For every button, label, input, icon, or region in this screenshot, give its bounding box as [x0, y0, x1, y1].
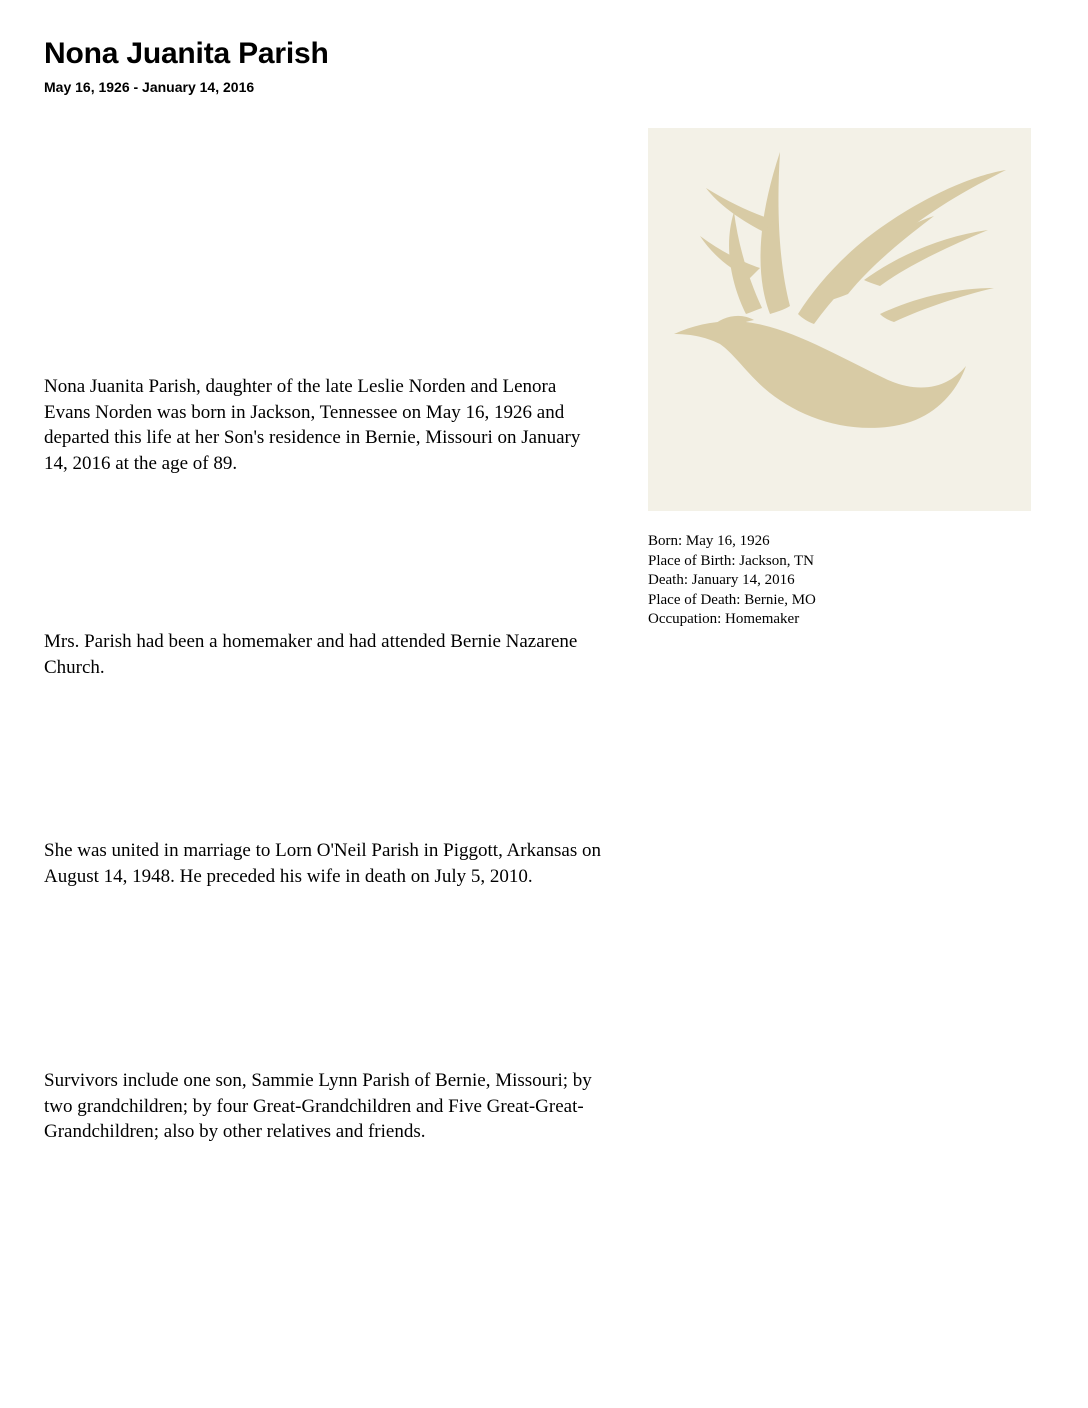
fact-place-of-death: Place of Death: Bernie, MO — [648, 591, 816, 608]
fact-born: Born: May 16, 1926 — [648, 533, 770, 549]
facts-list — [648, 532, 816, 630]
obituary-paragraph: Nona Juanita Parish, daughter of the late Leslie Norden and Lenora Evans Norden was born in Jackson, Tennessee on May 16, 1926 and departed this life at her Son's residence in Bernie, Missouri on January 14, 2016 at the age of 89. — [44, 376, 581, 474]
fact-occupation: Occupation: Homemaker — [648, 611, 800, 627]
dove-icon — [648, 128, 1031, 511]
life-dates: May 16, 1926 - January 14, 2016 — [44, 79, 255, 95]
memorial-image — [648, 128, 1031, 511]
obituary-paragraph: Mrs. Parish had been a homemaker and had attended Bernie Nazarene Church. — [44, 631, 578, 678]
fact-death: Death: January 14, 2016 — [648, 572, 795, 588]
obituary-paragraph: She was united in marriage to Lorn O'Neil Parish in Piggott, Arkansas on August 14, 1948. He preceded his wife in death on July 5, 2010. — [44, 840, 601, 887]
fact-place-of-birth: Place of Birth: Jackson, TN — [648, 552, 814, 569]
obituary-paragraph: Survivors include one son, Sammie Lynn Parish of Bernie, Missouri; by two grandchildren; by four Great-Grandchildren and Five Great-Great-Grandchildren; also by other relatives and friends. — [44, 1070, 592, 1142]
page-title: Nona Juanita Parish — [44, 37, 329, 70]
